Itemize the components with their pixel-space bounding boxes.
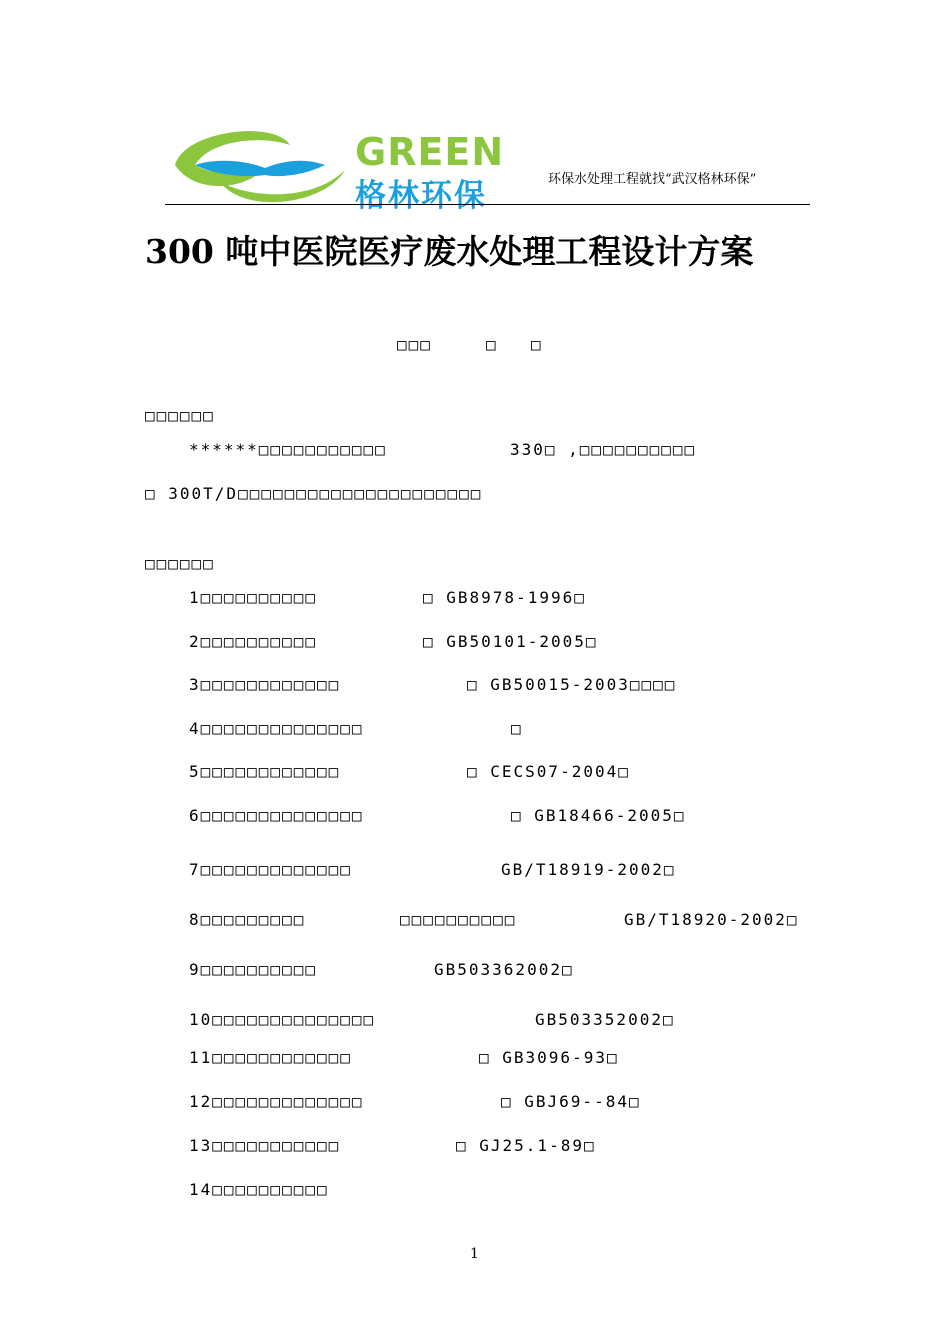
author-line: □□□	[397, 335, 432, 354]
reference-code: □ GB3096-93□	[479, 1048, 619, 1067]
reference-item: 2□□□□□□□□□□	[189, 632, 317, 651]
author-mark: □	[531, 335, 543, 354]
logo-wordmark-cn: 格林环保	[355, 178, 487, 214]
reference-item: 9□□□□□□□□□□	[189, 960, 317, 979]
section-heading: □□□□□□	[145, 554, 215, 573]
reference-item: 7□□□□□□□□□□□□□	[189, 860, 352, 879]
reference-item: 8□□□□□□□□□	[189, 910, 306, 929]
reference-code: □ GB8978-1996□	[423, 588, 586, 607]
document-title: 300 吨中医院医疗废水处理工程设计方案	[145, 232, 754, 271]
paragraph-text: □ 300T/D□□□□□□□□□□□□□□□□□□□□□	[145, 484, 483, 503]
reference-code: GB/T18919-2002□	[501, 860, 676, 879]
reference-item: 1□□□□□□□□□□	[189, 588, 317, 607]
reference-code: □ CECS07-2004□	[467, 762, 630, 781]
reference-code: GB503362002□	[434, 960, 574, 979]
reference-item: 11□□□□□□□□□□□□	[189, 1048, 352, 1067]
logo-wordmark-en: GREEN	[355, 130, 505, 174]
reference-item: 12□□□□□□□□□□□□□	[189, 1092, 364, 1111]
reference-item: □□□□□□□□□□	[400, 910, 517, 929]
reference-item: 10□□□□□□□□□□□□□□	[189, 1010, 376, 1029]
page-number: 1	[470, 1246, 479, 1262]
reference-code: □ GB18466-2005□	[511, 806, 686, 825]
leaf-logo-icon	[165, 120, 355, 210]
reference-code: □ GBJ69--84□	[501, 1092, 641, 1111]
page-header	[165, 120, 810, 214]
reference-code: □ GB50101-2005□	[423, 632, 598, 651]
reference-item: 3□□□□□□□□□□□□	[189, 675, 341, 694]
reference-code: □ GJ25.1-89□	[456, 1136, 596, 1155]
reference-code: GB503352002□	[535, 1010, 675, 1029]
reference-item: 4□□□□□□□□□□□□□□	[189, 719, 364, 738]
reference-item: 6□□□□□□□□□□□□□□	[189, 806, 364, 825]
reference-code: □	[511, 719, 523, 738]
header-slogan: 环保水处理工程就找“武汉格林环保”	[548, 172, 757, 187]
paragraph-text: 330□ ,□□□□□□□□□□	[510, 440, 697, 459]
reference-code: GB/T18920-2002□	[624, 910, 799, 929]
paragraph-text: ******□□□□□□□□□□□	[189, 440, 387, 459]
header-divider	[165, 204, 810, 205]
reference-item: 5□□□□□□□□□□□□	[189, 762, 341, 781]
author-mark: □	[486, 335, 498, 354]
section-heading: □□□□□□	[145, 406, 215, 425]
reference-code: □ GB50015-2003□□□□	[467, 675, 677, 694]
reference-item: 14□□□□□□□□□□	[189, 1180, 329, 1199]
reference-item: 13□□□□□□□□□□□	[189, 1136, 341, 1155]
